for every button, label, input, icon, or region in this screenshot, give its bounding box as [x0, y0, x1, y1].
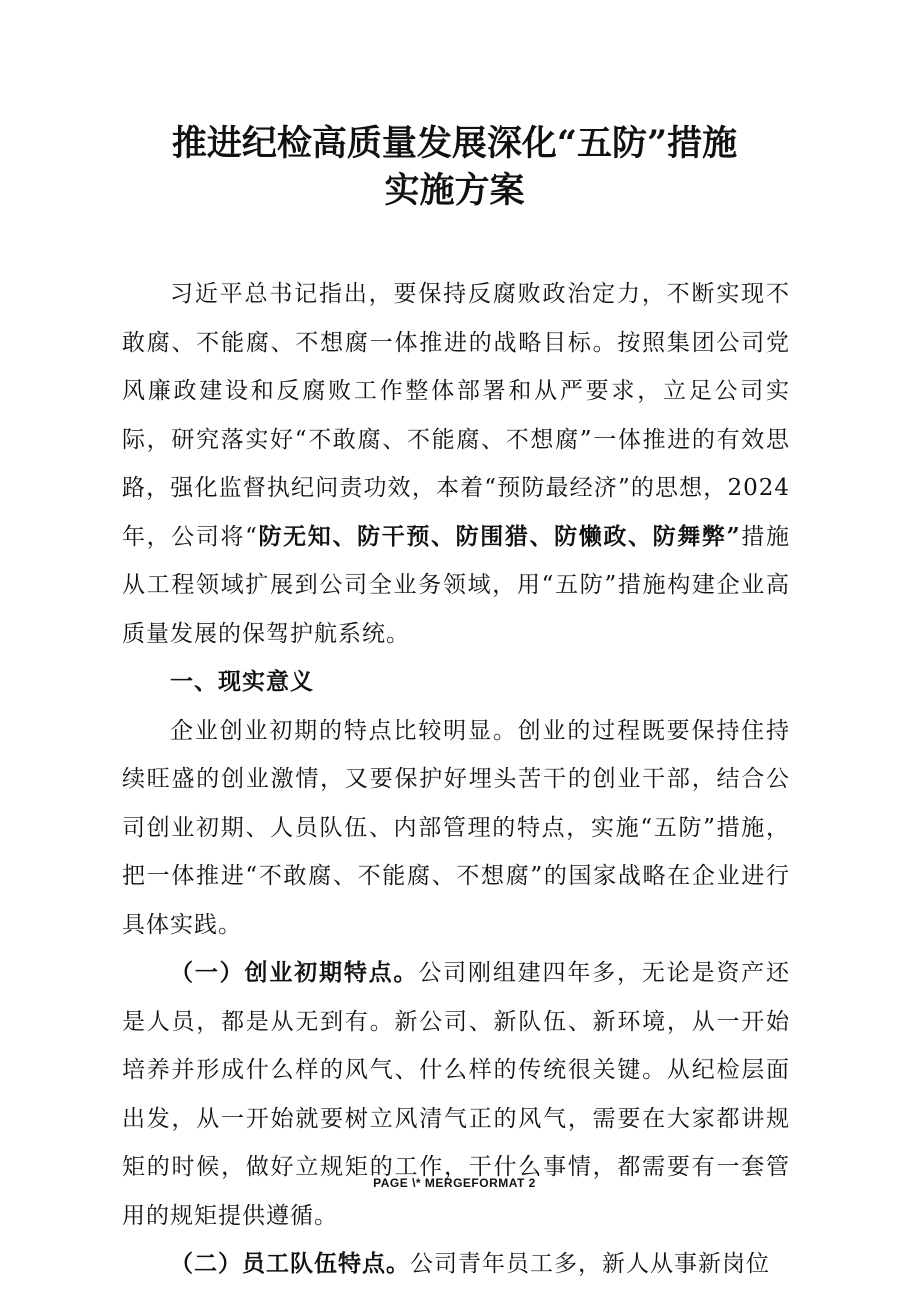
document-body	[122, 270, 790, 1289]
subsection1-paragraph	[122, 949, 790, 1240]
document-title-line2: 实施方案	[384, 170, 525, 211]
subsection2-paragraph	[122, 1240, 790, 1289]
page-footer: PAGE \* MERGEFORMAT 2	[373, 1176, 536, 1190]
document-title-line1: 推进纪检高质量发展深化“五防”措施	[171, 123, 738, 164]
intro-paragraph	[122, 270, 790, 658]
intro-bold-measures: 防无知、防干预、防围猎、防懒政、防舞弊”	[257, 522, 741, 550]
section1-paragraph: 企业创业初期的特点比较明显。创业的过程既要保持住持续旺盛的创业激情，又要保护好埋头苦干的创业干部，结合公司创业初期、人员队伍、内部管理的特点，实施“五防”措施，把一体推进“不敢腐、不能腐、不想腐”的国家战略在企业进行具体实践。	[122, 717, 790, 938]
intro-text-before: 习近平总书记指出，要保持反腐败政治定力，不断实现不敢腐、不能腐、不想腐一体推进的战略目标。按照集团公司党风廉政建设和反腐败工作整体部署和从严要求，立足公司实际，研究落实好“不敢腐、不能腐、不想腐”一体推进的有效思路，强化监督执纪问责功效，本着“预防最经济”的思想，2024年，公司将“	[122, 281, 790, 550]
section1-heading: 一、现实意义	[170, 669, 314, 695]
subsection1-label: （一）创业初期特点。	[170, 959, 419, 986]
subsection2-text: 公司青年员工多，新人从事新岗位	[410, 1251, 770, 1277]
intro-text-after: 措施从工程领域扩展到公司全业务领域，用“五防”措施构建企业高质量发展的保驾护航系统。	[122, 523, 791, 647]
subsection2-label: （二）员工队伍特点。	[170, 1250, 410, 1277]
subsection1-text: 公司刚组建四年多，无论是资产还是人员，都是从无到有。新公司、新队伍、新环境，从一开始培养并形成什么样的风气、什么样的传统很关键。从纪检层面出发，从一开始就要树立风清气正的风气，需要在大家都讲规矩的时候，做好立规矩的工作，干什么事情，都需要有一套管用的规矩提供遵循。	[122, 960, 791, 1229]
